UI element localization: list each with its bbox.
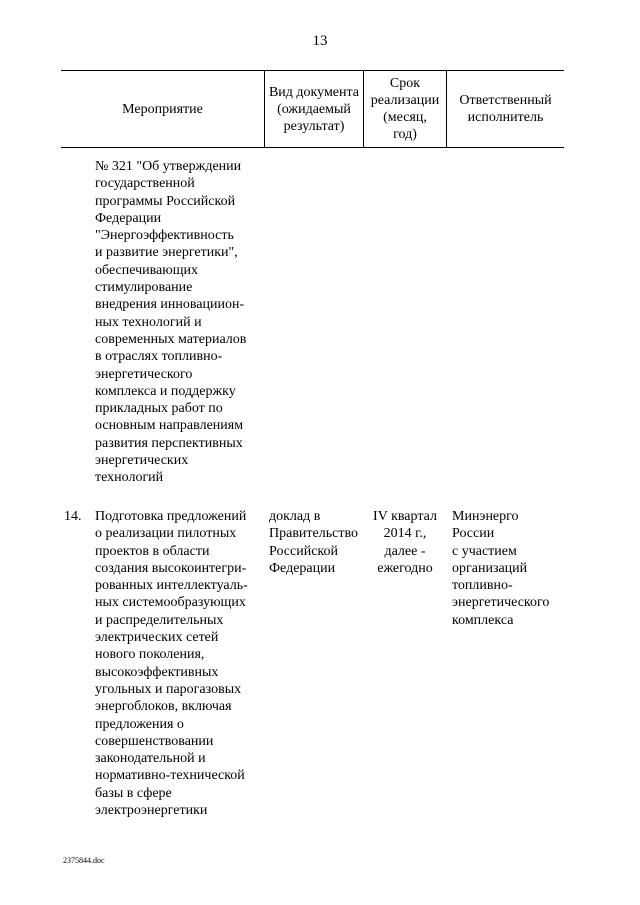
row-term: IV квартал 2014 г., далее - ежегодно — [373, 509, 437, 576]
row-doc-type: доклад в Правительство Российской Федерации — [269, 509, 358, 576]
row-number: 14. — [64, 509, 82, 524]
header-term: Срок реализации (месяц, год) — [370, 76, 440, 142]
header-doc-type: Вид документа (ожидаемый результат) — [268, 84, 360, 134]
continued-row-measure: № 321 "Об утверждении государственной программы Российской Федерации "Энергоэффективность и развитие энергетики", обеспечивающих стимулирование внедрения инновациион- ных технологий и современных материалов в отраслях топливно- энергетического комплекса и поддержку прикладных работ по основным направлениям развития перспективных энергетических технологий — [95, 159, 247, 486]
header-measure: Мероприятие — [122, 101, 203, 117]
page-number: 13 — [312, 33, 328, 49]
row-responsible: Минэнерго России с участием организаций топливно- энергетического комплекса — [452, 509, 550, 628]
footer-filename: 2375844.doc — [63, 856, 105, 865]
table-header-bottom-rule — [61, 147, 564, 148]
row-measure: Подготовка предложений о реализации пилотных проектов в области создания высокоинтегри- рованных интеллектуаль- ных системообразующих и распределительных электрических сетей нового поколения, высокоэффективных угольных и парогазовых энергоблоков, включая предложения о совершенствовании законодательной и нормативно-технической базы в сфере электроэнергетики — [95, 509, 248, 819]
header-responsible: Ответственный исполнитель — [459, 93, 552, 125]
